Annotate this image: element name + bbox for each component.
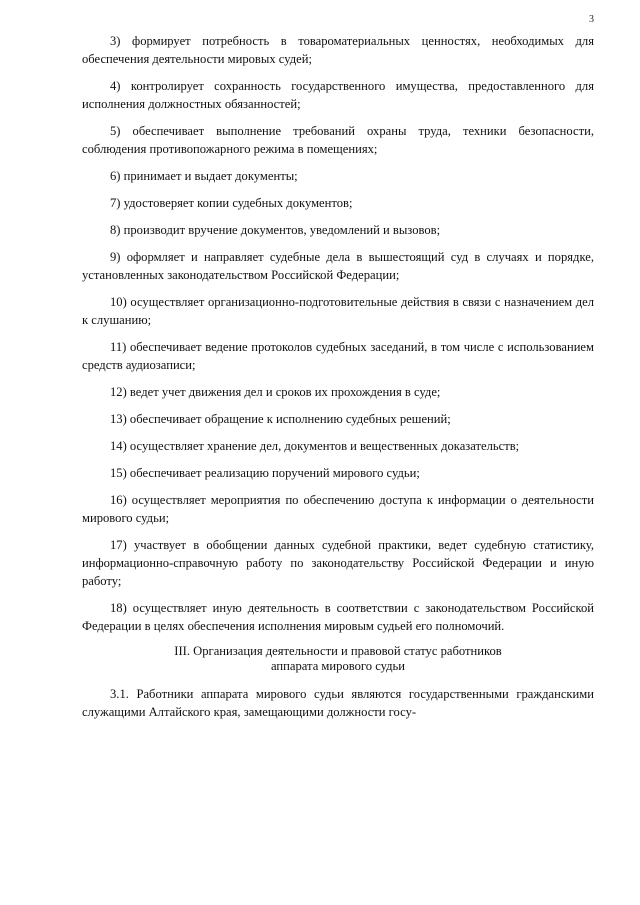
list-item-9: 9) оформляет и направляет судебные дела в вышестоящий суд в случаях и порядке, установленных законодательством Российской Федерации; — [82, 250, 594, 282]
list-item-14: 14) осуществляет хранение дел, документов и вещественных доказательств; — [110, 439, 520, 453]
section-heading-line2: аппарата мирового судьи — [270, 659, 406, 673]
document-body — [82, 32, 594, 730]
list-item-12: 12) ведет учет движения дел и сроков их прохождения в суде; — [110, 385, 441, 399]
list-item-10: 10) осуществляет организационно-подготовительные действия в связи с назначением дел к слушанию; — [82, 295, 594, 327]
list-item-11: 11) обеспечивает ведение протоколов судебных заседаний, в том числе с использованием средств аудиозаписи; — [82, 340, 594, 372]
list-item-5: 5) обеспечивает выполнение требований охраны труда, техники безопасности, соблюдения противопожарного режима в помещениях; — [82, 124, 594, 156]
list-item-8: 8) производит вручение документов, уведомлений и вызовов; — [110, 223, 441, 237]
list-item-7: 7) удостоверяет копии судебных документов; — [110, 196, 353, 210]
section-heading-line1: III. Организация деятельности и правовой статус работников — [174, 644, 502, 658]
list-item-3: 3) формирует потребность в товароматериальных ценностях, необходимых для обеспечения деятельности мировых судей; — [82, 34, 594, 66]
paragraph-3-1: 3.1. Работники аппарата мирового судьи являются государственными гражданскими служащими Алтайского края, замещающими должности госу- — [82, 687, 594, 719]
list-item-4: 4) контролирует сохранность государственного имущества, предоставленного для исполнения должностных обязанностей; — [82, 79, 594, 111]
list-item-16: 16) осуществляет мероприятия по обеспечению доступа к информации о деятельности мирового судьи; — [82, 493, 594, 525]
section-heading — [82, 644, 594, 674]
list-item-18: 18) осуществляет иную деятельность в соответствии с законодательством Российской Федерации в целях обеспечения исполнения мировым судьей его полномочий. — [82, 601, 594, 633]
list-item-15: 15) обеспечивает реализацию поручений мирового судьи; — [110, 466, 420, 480]
page-number: 3 — [589, 14, 594, 25]
list-item-17: 17) участвует в обобщении данных судебной практики, ведет судебную статистику, информационно-справочную работу по законодательству Российской Федерации и иную работу; — [82, 538, 594, 588]
list-item-6: 6) принимает и выдает документы; — [110, 169, 298, 183]
list-item-13: 13) обеспечивает обращение к исполнению судебных решений; — [110, 412, 451, 426]
